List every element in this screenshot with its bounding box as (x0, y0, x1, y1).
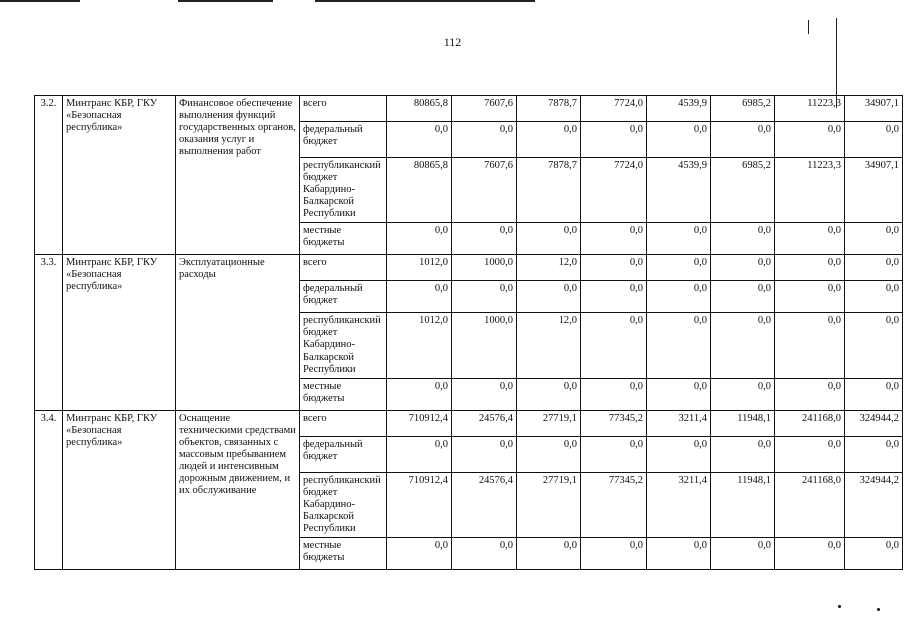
amount-cell: 324944,2 (845, 472, 903, 537)
amount-cell: 80865,8 (387, 96, 452, 122)
amount-cell: 0,0 (581, 255, 647, 281)
amount-cell: 0,0 (387, 281, 452, 313)
amount-cell: 0,0 (387, 378, 452, 410)
row-executor: Минтранс КБР, ГКУ «Безопасная республика» (63, 255, 176, 410)
amount-cell: 1000,0 (452, 255, 517, 281)
amount-cell: 4539,9 (647, 158, 711, 223)
funding-source-label: федеральный бюджет (300, 122, 387, 158)
amount-cell: 0,0 (845, 223, 903, 255)
row-name: Финансовое обеспечение выполнения функций государственных органов, оказания услуг и выполнения работ (176, 96, 300, 255)
amount-cell: 0,0 (647, 255, 711, 281)
amount-cell: 0,0 (452, 223, 517, 255)
amount-cell: 0,0 (845, 313, 903, 378)
amount-cell: 0,0 (581, 436, 647, 472)
amount-cell: 24576,4 (452, 410, 517, 436)
row-name: Эксплуатационные расходы (176, 255, 300, 410)
funding-source-label: всего (300, 96, 387, 122)
amount-cell: 3211,4 (647, 410, 711, 436)
amount-cell: 7724,0 (581, 96, 647, 122)
amount-cell: 0,0 (517, 378, 581, 410)
amount-cell: 6985,2 (711, 158, 775, 223)
amount-cell: 0,0 (845, 378, 903, 410)
amount-cell: 6985,2 (711, 96, 775, 122)
amount-cell: 0,0 (775, 223, 845, 255)
amount-cell: 77345,2 (581, 410, 647, 436)
row-code: 3.3. (35, 255, 63, 410)
row-code: 3.4. (35, 410, 63, 569)
amount-cell: 0,0 (517, 281, 581, 313)
funding-source-label: республиканский бюджет Кабардино-Балкарской Республики (300, 158, 387, 223)
amount-cell: 0,0 (387, 223, 452, 255)
amount-cell: 0,0 (452, 122, 517, 158)
funding-source-label: республиканский бюджет Кабардино-Балкарской Республики (300, 313, 387, 378)
scan-right-tick (808, 20, 809, 34)
amount-cell: 0,0 (845, 436, 903, 472)
amount-cell: 11948,1 (711, 410, 775, 436)
page-number: 112 (443, 35, 462, 49)
amount-cell: 0,0 (711, 378, 775, 410)
amount-cell: 11223,3 (775, 158, 845, 223)
amount-cell: 710912,4 (387, 410, 452, 436)
amount-cell: 24576,4 (452, 472, 517, 537)
amount-cell: 324944,2 (845, 410, 903, 436)
funding-source-label: республиканский бюджет Кабардино-Балкарской Республики (300, 472, 387, 537)
amount-cell: 27719,1 (517, 410, 581, 436)
row-name: Оснащение техническими средствами объектов, связанных с массовым пребыванием людей и интенсивным дорожным движением, и их обслуживание (176, 410, 300, 569)
amount-cell: 7724,0 (581, 158, 647, 223)
amount-cell: 0,0 (775, 255, 845, 281)
amount-cell: 77345,2 (581, 472, 647, 537)
table-row (35, 255, 903, 281)
table-row (35, 96, 903, 122)
row-code: 3.2. (35, 96, 63, 255)
amount-cell: 7607,6 (452, 96, 517, 122)
amount-cell: 0,0 (647, 436, 711, 472)
amount-cell: 0,0 (581, 223, 647, 255)
budget-table (34, 95, 903, 570)
amount-cell: 0,0 (581, 281, 647, 313)
amount-cell: 11948,1 (711, 472, 775, 537)
amount-cell: 0,0 (387, 537, 452, 569)
amount-cell: 0,0 (647, 122, 711, 158)
amount-cell: 1012,0 (387, 313, 452, 378)
table-row (35, 410, 903, 436)
amount-cell: 3211,4 (647, 472, 711, 537)
amount-cell: 0,0 (775, 378, 845, 410)
amount-cell: 0,0 (387, 436, 452, 472)
budget-table-body (35, 96, 903, 570)
funding-source-label: федеральный бюджет (300, 281, 387, 313)
amount-cell: 0,0 (711, 313, 775, 378)
amount-cell: 0,0 (581, 378, 647, 410)
amount-cell: 0,0 (452, 436, 517, 472)
amount-cell: 7878,7 (517, 158, 581, 223)
amount-cell: 80865,8 (387, 158, 452, 223)
amount-cell: 0,0 (711, 537, 775, 569)
amount-cell: 34907,1 (845, 96, 903, 122)
funding-source-label: всего (300, 410, 387, 436)
funding-source-label: местные бюджеты (300, 537, 387, 569)
amount-cell: 0,0 (775, 281, 845, 313)
amount-cell: 0,0 (711, 255, 775, 281)
scan-speck (877, 608, 880, 611)
amount-cell: 0,0 (452, 537, 517, 569)
amount-cell: 710912,4 (387, 472, 452, 537)
amount-cell: 0,0 (845, 122, 903, 158)
amount-cell: 0,0 (517, 436, 581, 472)
amount-cell: 0,0 (775, 436, 845, 472)
amount-cell: 0,0 (647, 223, 711, 255)
amount-cell: 0,0 (452, 281, 517, 313)
amount-cell: 7607,6 (452, 158, 517, 223)
amount-cell: 0,0 (517, 122, 581, 158)
amount-cell: 27719,1 (517, 472, 581, 537)
amount-cell: 0,0 (711, 122, 775, 158)
funding-source-label: местные бюджеты (300, 378, 387, 410)
amount-cell: 0,0 (387, 122, 452, 158)
amount-cell: 0,0 (845, 537, 903, 569)
amount-cell: 0,0 (517, 537, 581, 569)
amount-cell: 0,0 (775, 122, 845, 158)
scan-top-line-right (315, 0, 535, 2)
amount-cell: 0,0 (845, 281, 903, 313)
amount-cell: 12,0 (517, 313, 581, 378)
scan-top-line-left (0, 0, 80, 2)
amount-cell: 34907,1 (845, 158, 903, 223)
amount-cell: 0,0 (647, 313, 711, 378)
amount-cell: 0,0 (581, 537, 647, 569)
amount-cell: 0,0 (711, 281, 775, 313)
amount-cell: 0,0 (517, 223, 581, 255)
row-executor: Минтранс КБР, ГКУ «Безопасная республика» (63, 410, 176, 569)
amount-cell: 241168,0 (775, 410, 845, 436)
amount-cell: 0,0 (581, 122, 647, 158)
amount-cell: 241168,0 (775, 472, 845, 537)
amount-cell: 0,0 (845, 255, 903, 281)
amount-cell: 0,0 (711, 436, 775, 472)
scan-speck (838, 605, 841, 608)
row-executor: Минтранс КБР, ГКУ «Безопасная республика» (63, 96, 176, 255)
amount-cell: 0,0 (775, 313, 845, 378)
amount-cell: 7878,7 (517, 96, 581, 122)
scan-top-line-mid (178, 0, 273, 2)
amount-cell: 0,0 (647, 537, 711, 569)
amount-cell: 1000,0 (452, 313, 517, 378)
amount-cell: 0,0 (647, 281, 711, 313)
amount-cell: 0,0 (711, 223, 775, 255)
amount-cell: 12,0 (517, 255, 581, 281)
funding-source-label: всего (300, 255, 387, 281)
funding-source-label: федеральный бюджет (300, 436, 387, 472)
amount-cell: 0,0 (775, 537, 845, 569)
amount-cell: 0,0 (581, 313, 647, 378)
amount-cell: 0,0 (647, 378, 711, 410)
funding-source-label: местные бюджеты (300, 223, 387, 255)
amount-cell: 0,0 (452, 378, 517, 410)
amount-cell: 1012,0 (387, 255, 452, 281)
amount-cell: 4539,9 (647, 96, 711, 122)
amount-cell: 11223,3 (775, 96, 845, 122)
